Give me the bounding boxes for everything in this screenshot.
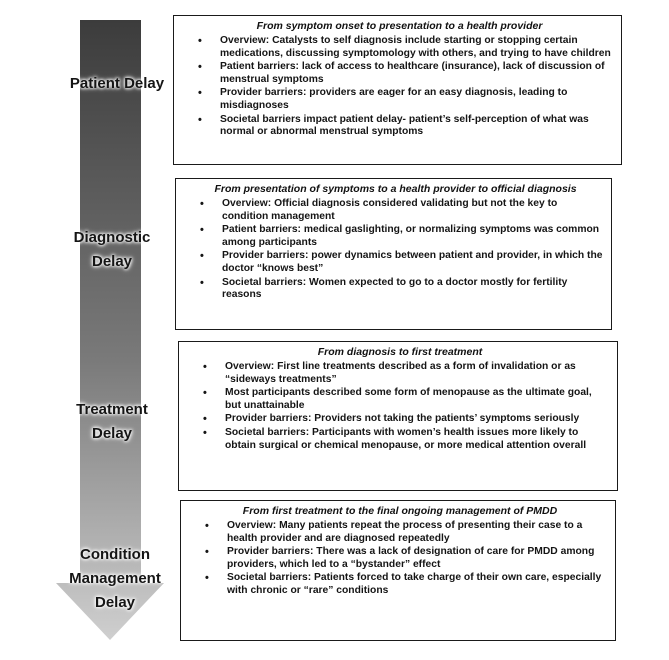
- stage-label-line: Delay: [91, 425, 133, 442]
- stage-box-condition-management-delay: [180, 500, 616, 641]
- bullet-item: • Provider barriers: providers are eager for an easy diagnosis, leading to misdiagnoses: [186, 87, 613, 112]
- stage-label-line: Management: [69, 570, 161, 587]
- bullet-item: • Overview: Many patients repeat the process of presenting their case to a health provider and are diagnosed repeatedly: [193, 520, 607, 545]
- stage-label-treatment-delay: [57, 398, 167, 446]
- stage-box-patient-delay: [173, 15, 622, 165]
- bullet-item: • Most participants described some form of menopause as the ultimate goal, but unattainable: [191, 387, 609, 412]
- bullet-list: [188, 198, 603, 302]
- stage-label-condition-management-delay: [55, 543, 175, 615]
- stage-box-title: From diagnosis to first treatment: [317, 346, 483, 358]
- bullet-item: • Provider barriers: There was a lack of designation of care for PMDD among providers, which led to a “bystander” effect: [193, 546, 607, 571]
- bullet-item: • Societal barriers impact patient delay- patient’s self-perception of what was normal or abnormal menstrual symptoms: [186, 114, 613, 139]
- stage-label-line: Patient Delay: [69, 75, 165, 92]
- bullet-item: • Overview: Catalysts to self diagnosis include starting or stopping certain medications, discussing symptomology with others, and trying to have children: [186, 35, 613, 60]
- bullet-list: [193, 520, 607, 598]
- stage-box-treatment-delay: [178, 341, 618, 491]
- bullet-list: [191, 361, 609, 452]
- bullet-item: • Societal barriers: Participants with women’s health issues more likely to obtain surgical or chemical menopause, or more medical attention overall: [191, 427, 609, 452]
- stage-box-diagnostic-delay: [175, 178, 612, 330]
- stage-label-line: Treatment: [76, 401, 148, 418]
- stage-label-line: Delay: [91, 253, 133, 270]
- bullet-item: • Patient barriers: medical gaslighting, or normalizing symptoms was common among participants: [188, 224, 603, 249]
- stage-box-title: From symptom onset to presentation to a health provider: [256, 20, 543, 32]
- bullet-item: • Overview: First line treatments described as a form of invalidation or as “sideways treatments”: [191, 361, 609, 386]
- stage-label-patient-delay: [62, 72, 172, 96]
- bullet-item: • Societal barriers: Patients forced to take charge of their own care, especially with chronic or “rare” conditions: [193, 572, 607, 597]
- stage-label-line: Delay: [94, 594, 136, 611]
- stage-label-line: Condition: [80, 546, 150, 563]
- bullet-item: • Provider barriers: power dynamics between patient and provider, in which the doctor “knows best”: [188, 250, 603, 275]
- bullet-item: • Overview: Official diagnosis considered validating but not the key to condition management: [188, 198, 603, 223]
- stage-label-diagnostic-delay: [57, 226, 167, 274]
- bullet-item: • Provider barriers: Providers not taking the patients’ symptoms seriously: [191, 413, 609, 426]
- bullet-item: • Societal barriers: Women expected to go to a doctor mostly for fertility reasons: [188, 277, 603, 302]
- stage-label-line: Diagnostic: [73, 229, 151, 246]
- stage-box-title: From presentation of symptoms to a health provider to official diagnosis: [214, 183, 577, 195]
- bullet-list: [186, 35, 613, 139]
- bullet-item: • Patient barriers: lack of access to healthcare (insurance), lack of discussion of menstrual symptoms: [186, 61, 613, 86]
- stage-box-title: From first treatment to the final ongoing management of PMDD: [242, 505, 558, 517]
